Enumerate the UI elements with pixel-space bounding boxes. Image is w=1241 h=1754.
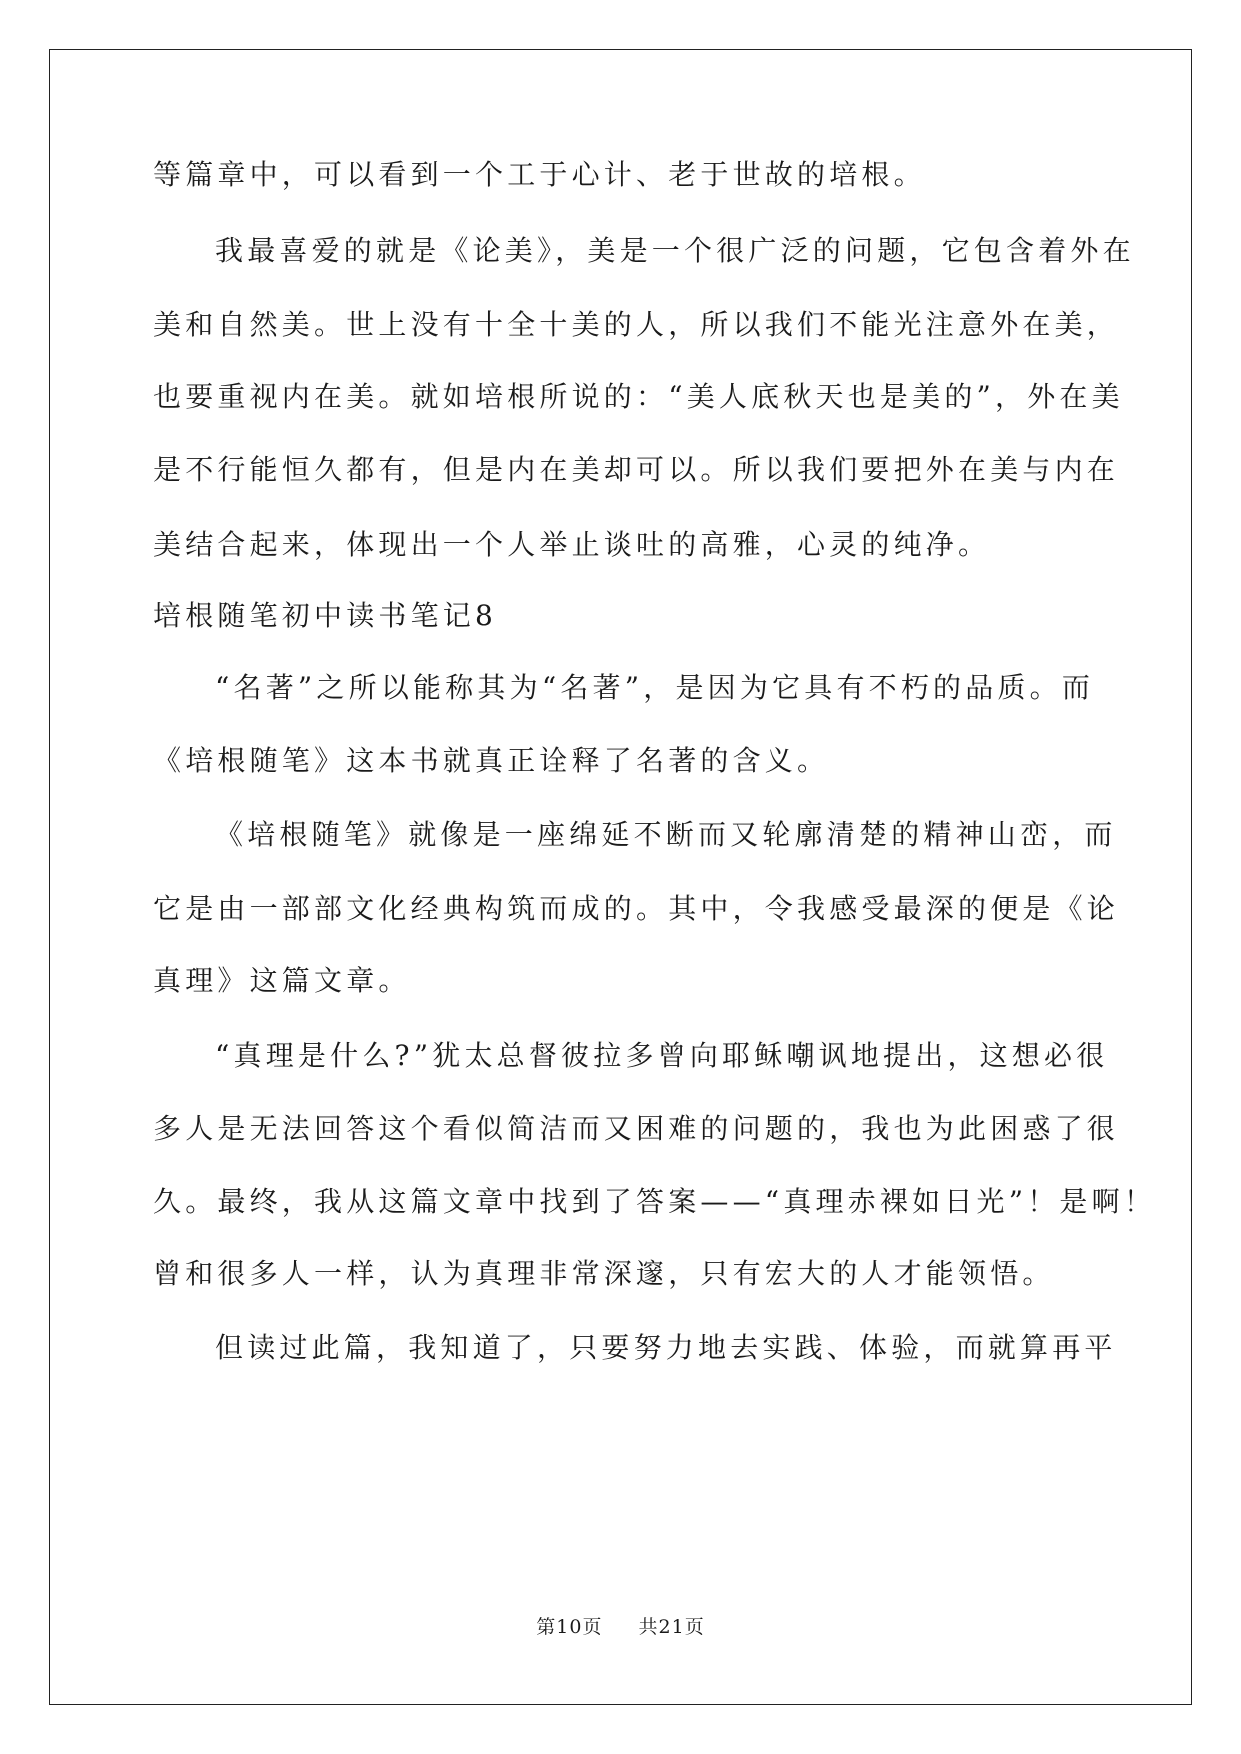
paragraph-line: 《培根随笔》就像是一座绵延不断而又轮廓清楚的精神山峦，而 <box>215 818 1117 851</box>
paragraph-line: “真理是什么?”犹太总督彼拉多曾向耶稣嘲讽地提出，这想必很 <box>215 1039 1109 1072</box>
text-line: 久。最终，我从这篇文章中找到了答案——“真理赤裸如日光”！是啊！ <box>153 1185 1157 1218</box>
text-line: 多人是无法回答这个看似简洁而又困难的问题的，我也为此困惑了很 <box>153 1112 1120 1145</box>
paragraph-line: 我最喜爱的就是《论美》，美是一个很广泛的问题，它包含着外在 <box>215 234 1135 267</box>
page-number-current: 第10页 <box>536 1616 603 1638</box>
text-line: 曾和很多人一样，认为真理非常深邃，只有宏大的人才能领悟。 <box>153 1257 1055 1290</box>
page-footer <box>0 1614 1241 1640</box>
text-line: 美结合起来，体现出一个人举止谈吐的高雅，心灵的纯净。 <box>153 528 991 561</box>
text-line: 是不行能恒久都有，但是内在美却可以。所以我们要把外在美与内在 <box>153 453 1120 486</box>
paragraph-line: “名著”之所以能称其为“名著”，是因为它具有不朽的品质。而 <box>215 671 1095 704</box>
paragraph-line: 但读过此篇，我知道了，只要努力地去实践、体验，而就算再平 <box>215 1331 1117 1364</box>
text-line: 等篇章中，可以看到一个工于心计、老于世故的培根。 <box>153 158 926 191</box>
text-line: 《培根随笔》这本书就真正诠释了名著的含义。 <box>153 744 830 777</box>
text-line: 美和自然美。世上没有十全十美的人，所以我们不能光注意外在美， <box>153 308 1120 341</box>
page-number-total: 共21页 <box>638 1616 705 1638</box>
text-line: 也要重视内在美。就如培根所说的：“美人底秋天也是美的”，外在美 <box>153 380 1124 413</box>
text-line: 它是由一部部文化经典构筑而成的。其中，令我感受最深的便是《论 <box>153 892 1120 925</box>
section-heading: 培根随笔初中读书笔记8 <box>153 599 498 632</box>
page-border <box>49 49 1192 1705</box>
text-line: 真理》这篇文章。 <box>153 964 411 997</box>
